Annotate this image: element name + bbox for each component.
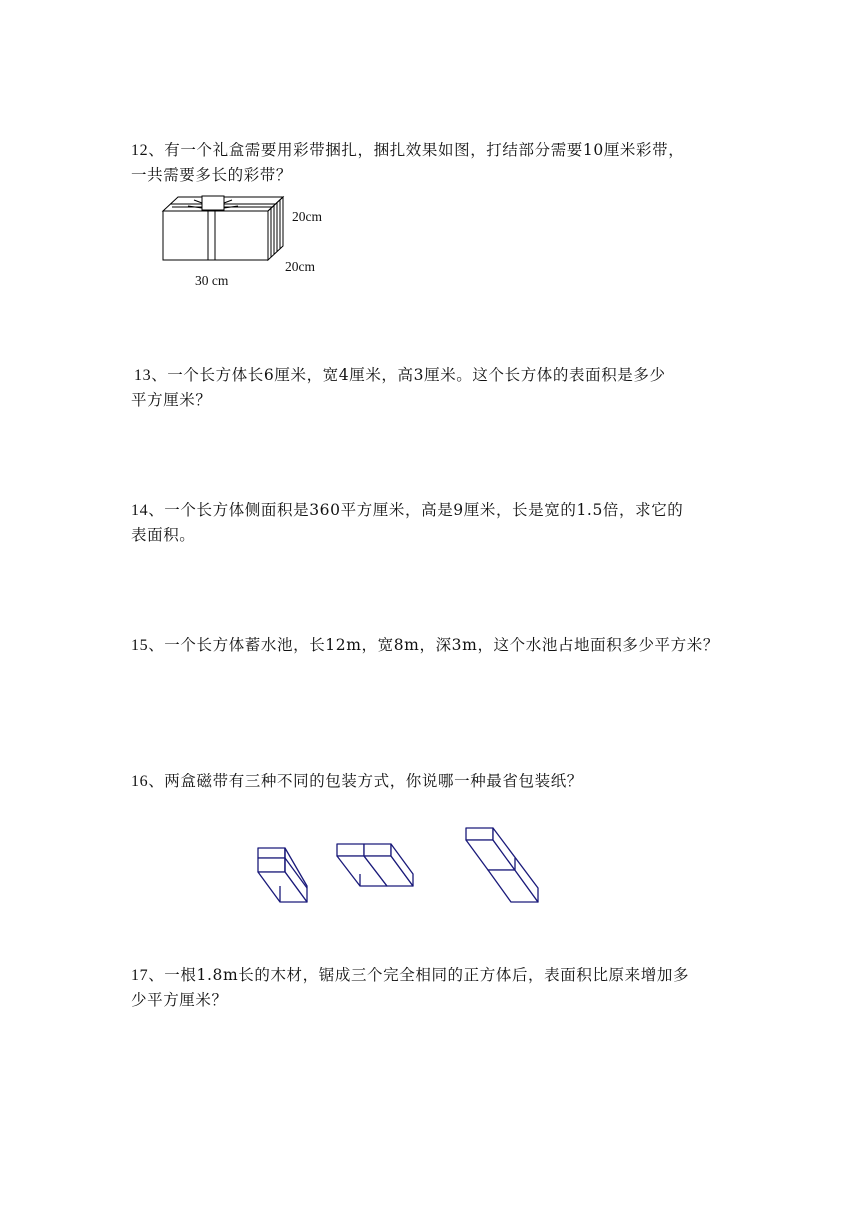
question-text: 、一个长方体长6厘米，宽4厘米，高3厘米。这个长方体的表面积是多少 (151, 366, 666, 384)
question-15 (131, 633, 719, 658)
question-17-line-2: 少平方厘米？ (131, 991, 228, 1009)
question-17 (131, 963, 689, 1013)
box-right-face (268, 197, 283, 260)
question-text: 、一个长方体侧面积是360平方厘米，高是9厘米，长是宽的1.5倍，求它的 (148, 501, 684, 519)
question-text: 、一个长方体蓄水池，长12m，宽8m，深3m，这个水池占地面积多少平方米？ (148, 636, 719, 654)
question-number: 15 (131, 637, 149, 654)
question-16-line-1 (131, 769, 583, 794)
packaging-option-3 (466, 828, 538, 902)
question-number: 14 (131, 502, 149, 519)
question-17-line-1 (131, 963, 689, 988)
gift-box-figure (158, 192, 298, 272)
question-number: 16 (131, 773, 149, 790)
packaging-option-2 (337, 844, 413, 886)
question-14-line-1 (131, 498, 683, 523)
question-14 (131, 498, 683, 548)
question-text: 、两盒磁带有三种不同的包装方式，你说哪一种最省包装纸？ (148, 772, 583, 790)
question-12-line-1 (131, 138, 684, 163)
question-16 (131, 769, 583, 794)
question-number: 17 (131, 967, 149, 984)
packaging-option-1 (258, 848, 307, 902)
label-width: 20cm (285, 259, 315, 274)
question-text: 、一根1.8m长的木材，锯成三个完全相同的正方体后，表面积比原来增加多 (148, 966, 690, 984)
label-length: 30 cm (195, 273, 229, 288)
question-13-line-1 (134, 363, 666, 388)
question-number: 12 (131, 142, 149, 159)
ribbon-knot (202, 196, 224, 210)
question-15-line-1 (131, 633, 719, 658)
question-13 (131, 363, 666, 413)
question-13-line-2: 平方厘米？ (131, 391, 212, 409)
question-number: 13 (134, 367, 152, 384)
question-text: 、有一个礼盒需要用彩带捆扎，捆扎效果如图，打结部分需要10厘米彩带， (148, 141, 685, 159)
label-height: 20cm (292, 209, 322, 224)
question-12-line-2: 一共需要多长的彩带？ (131, 166, 293, 184)
tape-packaging-figure (250, 822, 550, 912)
question-12 (131, 138, 684, 188)
question-14-line-2: 表面积。 (131, 526, 196, 544)
